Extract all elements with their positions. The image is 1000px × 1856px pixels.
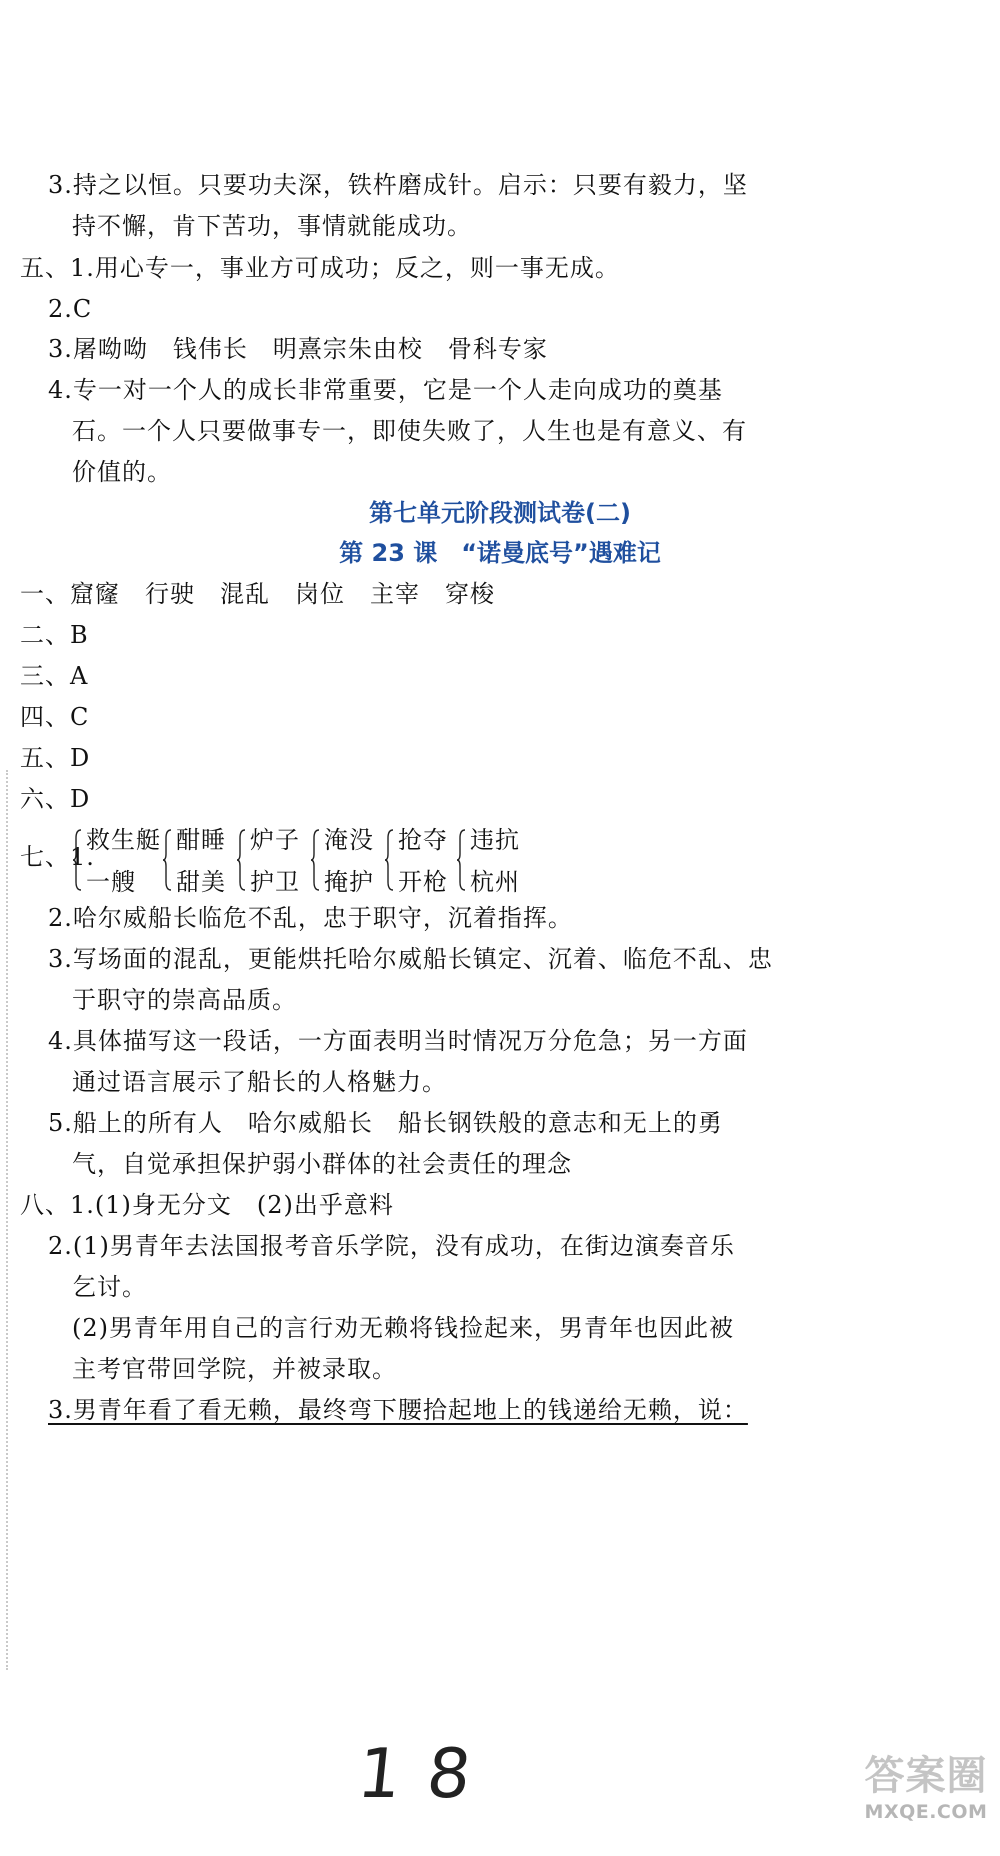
- answer-er: 二、B: [20, 621, 89, 649]
- answer-san: 三、A: [20, 662, 89, 690]
- text-line: 2.(1)男青年去法国报考音乐学院，没有成功，在街边演奏音乐: [48, 1232, 735, 1260]
- brace-icon: [72, 828, 82, 892]
- watermark-logo: 答案圈: [864, 1753, 988, 1799]
- word-pair-top: 淹没: [324, 826, 374, 854]
- text-line: 持不懈，肯下苦功，事情就能成功。: [72, 212, 472, 240]
- text-line: 2.C: [48, 295, 93, 323]
- text-line: 4.具体描写这一段话，一方面表明当时情况万分危急；另一方面: [48, 1027, 748, 1055]
- section-title: 第七单元阶段测试卷(二): [369, 499, 631, 527]
- text-line: 石。一个人只要做事专一，即使失败了，人生也是有意义、有: [72, 417, 747, 445]
- handwritten-page-number: 18: [353, 1735, 501, 1814]
- text-line: 价值的。: [72, 458, 172, 486]
- brace-icon: [456, 828, 466, 892]
- brace-icon: [236, 828, 246, 892]
- text-line: 八、1.(1)身无分文 (2)出乎意料: [20, 1191, 394, 1219]
- word-pair-top: 酣睡: [176, 826, 226, 854]
- text-line: 气，自觉承担保护弱小群体的社会责任的理念: [72, 1150, 572, 1178]
- word-pair-top: 违抗: [470, 826, 520, 854]
- brace-icon: [162, 828, 172, 892]
- text-line: 主考官带回学院，并被录取。: [72, 1355, 397, 1383]
- text-line: 3.写场面的混乱，更能烘托哈尔威船长镇定、沉着、临危不乱、忠: [48, 945, 773, 973]
- lesson-title: 第 23 课 “诺曼底号”遇难记: [339, 539, 661, 567]
- word-pair-bottom: 开枪: [398, 868, 448, 896]
- word-pair-top: 抢夺: [398, 826, 448, 854]
- text-line: 3.持之以恒。只要功夫深，铁杵磨成针。启示：只要有毅力，坚: [48, 171, 748, 199]
- text-line: 乞讨。: [72, 1273, 147, 1301]
- text-line: 于职守的崇高品质。: [72, 986, 297, 1014]
- text-line: 2.哈尔威船长临危不乱，忠于职守，沉着指挥。: [48, 904, 573, 932]
- answer-qi-prefix: 七、1.: [20, 843, 95, 871]
- text-line: 五、1.用心专一，事业方可成功；反之，则一事无成。: [20, 254, 620, 282]
- text-line: (2)男青年用自己的言行劝无赖将钱捡起来，男青年也因此被: [72, 1314, 734, 1342]
- answer-yi: 一、窟窿 行驶 混乱 岗位 主宰 穿梭: [20, 580, 495, 608]
- word-pair-top: 炉子: [250, 826, 300, 854]
- brace-icon: [310, 828, 320, 892]
- answer-wu: 五、D: [20, 744, 91, 772]
- word-pair-bottom: 掩护: [324, 868, 374, 896]
- answer-si: 四、C: [20, 703, 90, 731]
- word-pair-top: 救生艇: [86, 826, 161, 854]
- word-pair-bottom: 一艘: [86, 868, 136, 896]
- watermark: [860, 1744, 992, 1823]
- word-pair-bottom: 甜美: [176, 868, 226, 896]
- text-line: 5.船上的所有人 哈尔威船长 船长钢铁般的意志和无上的勇: [48, 1109, 723, 1137]
- watermark-url: MXQE.COM: [864, 1801, 988, 1823]
- text-line: 3.屠呦呦 钱伟长 明熹宗朱由校 骨科专家: [48, 335, 548, 363]
- binding-margin-dots: [6, 770, 10, 1670]
- brace-icon: [384, 828, 394, 892]
- answer-liu: 六、D: [20, 785, 91, 813]
- word-pair-bottom: 护卫: [250, 868, 300, 896]
- text-line: 通过语言展示了船长的人格魅力。: [72, 1068, 447, 1096]
- text-line: 4.专一对一个人的成长非常重要，它是一个人走向成功的奠基: [48, 376, 723, 404]
- underlined-answer: 3.男青年看了看无赖，最终弯下腰拾起地上的钱递给无赖，说：: [48, 1396, 748, 1424]
- word-pair-bottom: 杭州: [470, 868, 520, 896]
